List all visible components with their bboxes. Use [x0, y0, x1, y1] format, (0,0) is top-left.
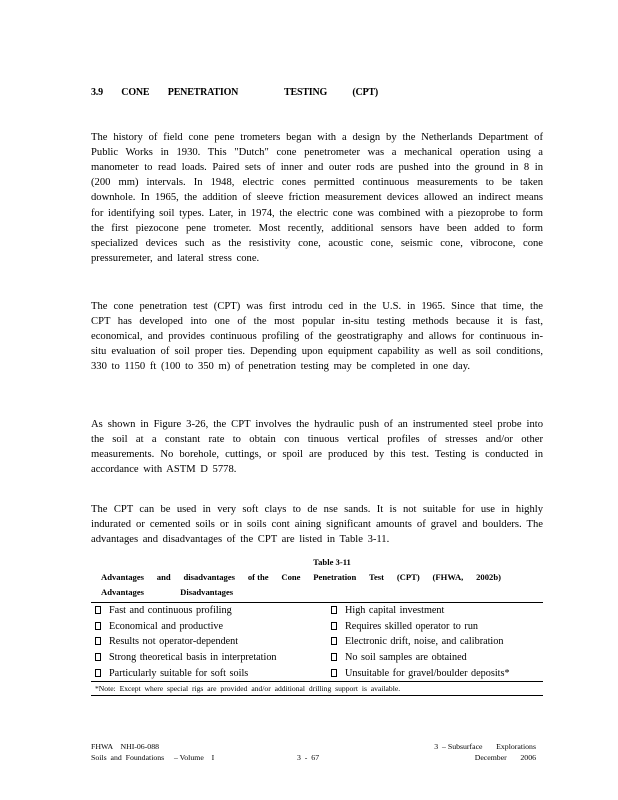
- advantage-cell: Results not operator-dependent: [91, 634, 327, 650]
- advantages-table: [91, 602, 543, 696]
- footer-left: [91, 741, 214, 763]
- table-note-row: [91, 681, 543, 695]
- disadvantage-cell: Electronic drift, noise, and calibration: [327, 634, 543, 650]
- caption-word: (FHWA,: [432, 572, 464, 582]
- caption-word: (CPT): [396, 572, 420, 582]
- paragraph-history: The history of field cone pene trometers began with a design by the Netherlands Department of Public Works in 1930. This "Dutch" cone penetrometer was a mechanical operation using a manometer to read loads. Paired sets of inner and outer rods are pushed into the ground in 8 in (200 mm) intervals. In 1948, electric cones permitted continuous measurements to be taken downhole. In 1965, the addition of sleeve friction measurement devices allowed an indirect means for identifying soil types. Later, in 1974, the electric cone was combined with a piezoprobe to form the first piezocone pene trometer. Most recently, additional sensors have been added to form specialized devices such as the resistivity cone, acoustic cone, seismic cone, vibrocone, cone pressuremeter, and lateral stress cone.: [91, 131, 543, 265]
- section-heading: 3.9 CONE PENETRATION TESTING (CPT): [91, 87, 379, 98]
- table-note: *Note: Except where special rigs are provided and/or additional drilling support is available.: [91, 681, 543, 695]
- table-row: [91, 634, 543, 650]
- caption-word: Cone: [281, 572, 301, 582]
- paragraph-cpt-suitability: The CPT can be used in very soft clays to de nse sands. It is not suitable for use in highly indurated or cemented soils or in soils cont aining significant amounts of gravel and boulders. The advantages and disadvantages of the CPT are listed in Table 3-11.: [91, 503, 543, 545]
- footer-chapter: 3 – Subsurface Explorations: [434, 742, 536, 751]
- table-caption: [91, 555, 543, 600]
- paragraph-cpt-procedure: As shown in Figure 3-26, the CPT involves the hydraulic push of an instrumented steel probe into the soil at a constant rate to obtain con tinuous vertical profiles of stresses and/or other measurements. No borehole, cuttings, or spoil are produced by this test. Testing is conducted in accordance with ASTM D 5778.: [91, 418, 543, 476]
- column-header-advantages: Advantages: [101, 587, 144, 597]
- page-number: 3 - 67: [297, 753, 320, 762]
- table-number: Table 3-11: [313, 557, 351, 567]
- disadvantage-cell: Requires skilled operator to run: [327, 619, 543, 635]
- table-row: [91, 665, 543, 681]
- table-body: [91, 603, 543, 696]
- table-row: [91, 650, 543, 666]
- footer-right: [434, 741, 536, 763]
- disadvantage-cell: No soil samples are obtained: [327, 650, 543, 666]
- table-row: [91, 619, 543, 635]
- disadvantage-cell: Unsuitable for gravel/boulder deposits*: [327, 665, 543, 681]
- footer-date: December 2006: [474, 753, 536, 762]
- advantage-cell: Fast and continuous profiling: [91, 603, 327, 619]
- caption-word: Advantages: [101, 572, 144, 582]
- caption-word: of the: [247, 572, 269, 582]
- caption-word: Penetration: [313, 572, 357, 582]
- footer-doc-id: FHWA NHI-06-088: [91, 742, 160, 751]
- caption-word: disadvantages: [183, 572, 236, 582]
- caption-word: and: [156, 572, 171, 582]
- paragraph-cpt-intro: The cone penetration test (CPT) was first introdu ced in the U.S. in 1965. Since that time, the CPT has developed into one of the most popular in-situ testing methods because it is fast, economical, and provides continuous profiling of the geostratigraphy and allows for continuous in-situ evaluation of soil proper ties. Depending upon equipment capability as well as soil conditions, 330 to 1150 ft (100 to 350 m) of penetration testing may be completed in one day.: [91, 300, 543, 373]
- footer-volume: Soils and Foundations – Volume I: [91, 753, 215, 762]
- disadvantage-cell: High capital investment: [327, 603, 543, 619]
- column-header-disadvantages: Disadvantages: [180, 587, 234, 597]
- advantage-cell: Economical and productive: [91, 619, 327, 635]
- caption-word: Test: [369, 572, 385, 582]
- table-row: [91, 603, 543, 619]
- advantage-cell: Strong theoretical basis in interpretation: [91, 650, 327, 666]
- caption-word: 2002b): [476, 572, 501, 582]
- advantage-cell: Particularly suitable for soft soils: [91, 665, 327, 681]
- table-column-headers: [91, 585, 543, 600]
- table-title: [91, 570, 543, 585]
